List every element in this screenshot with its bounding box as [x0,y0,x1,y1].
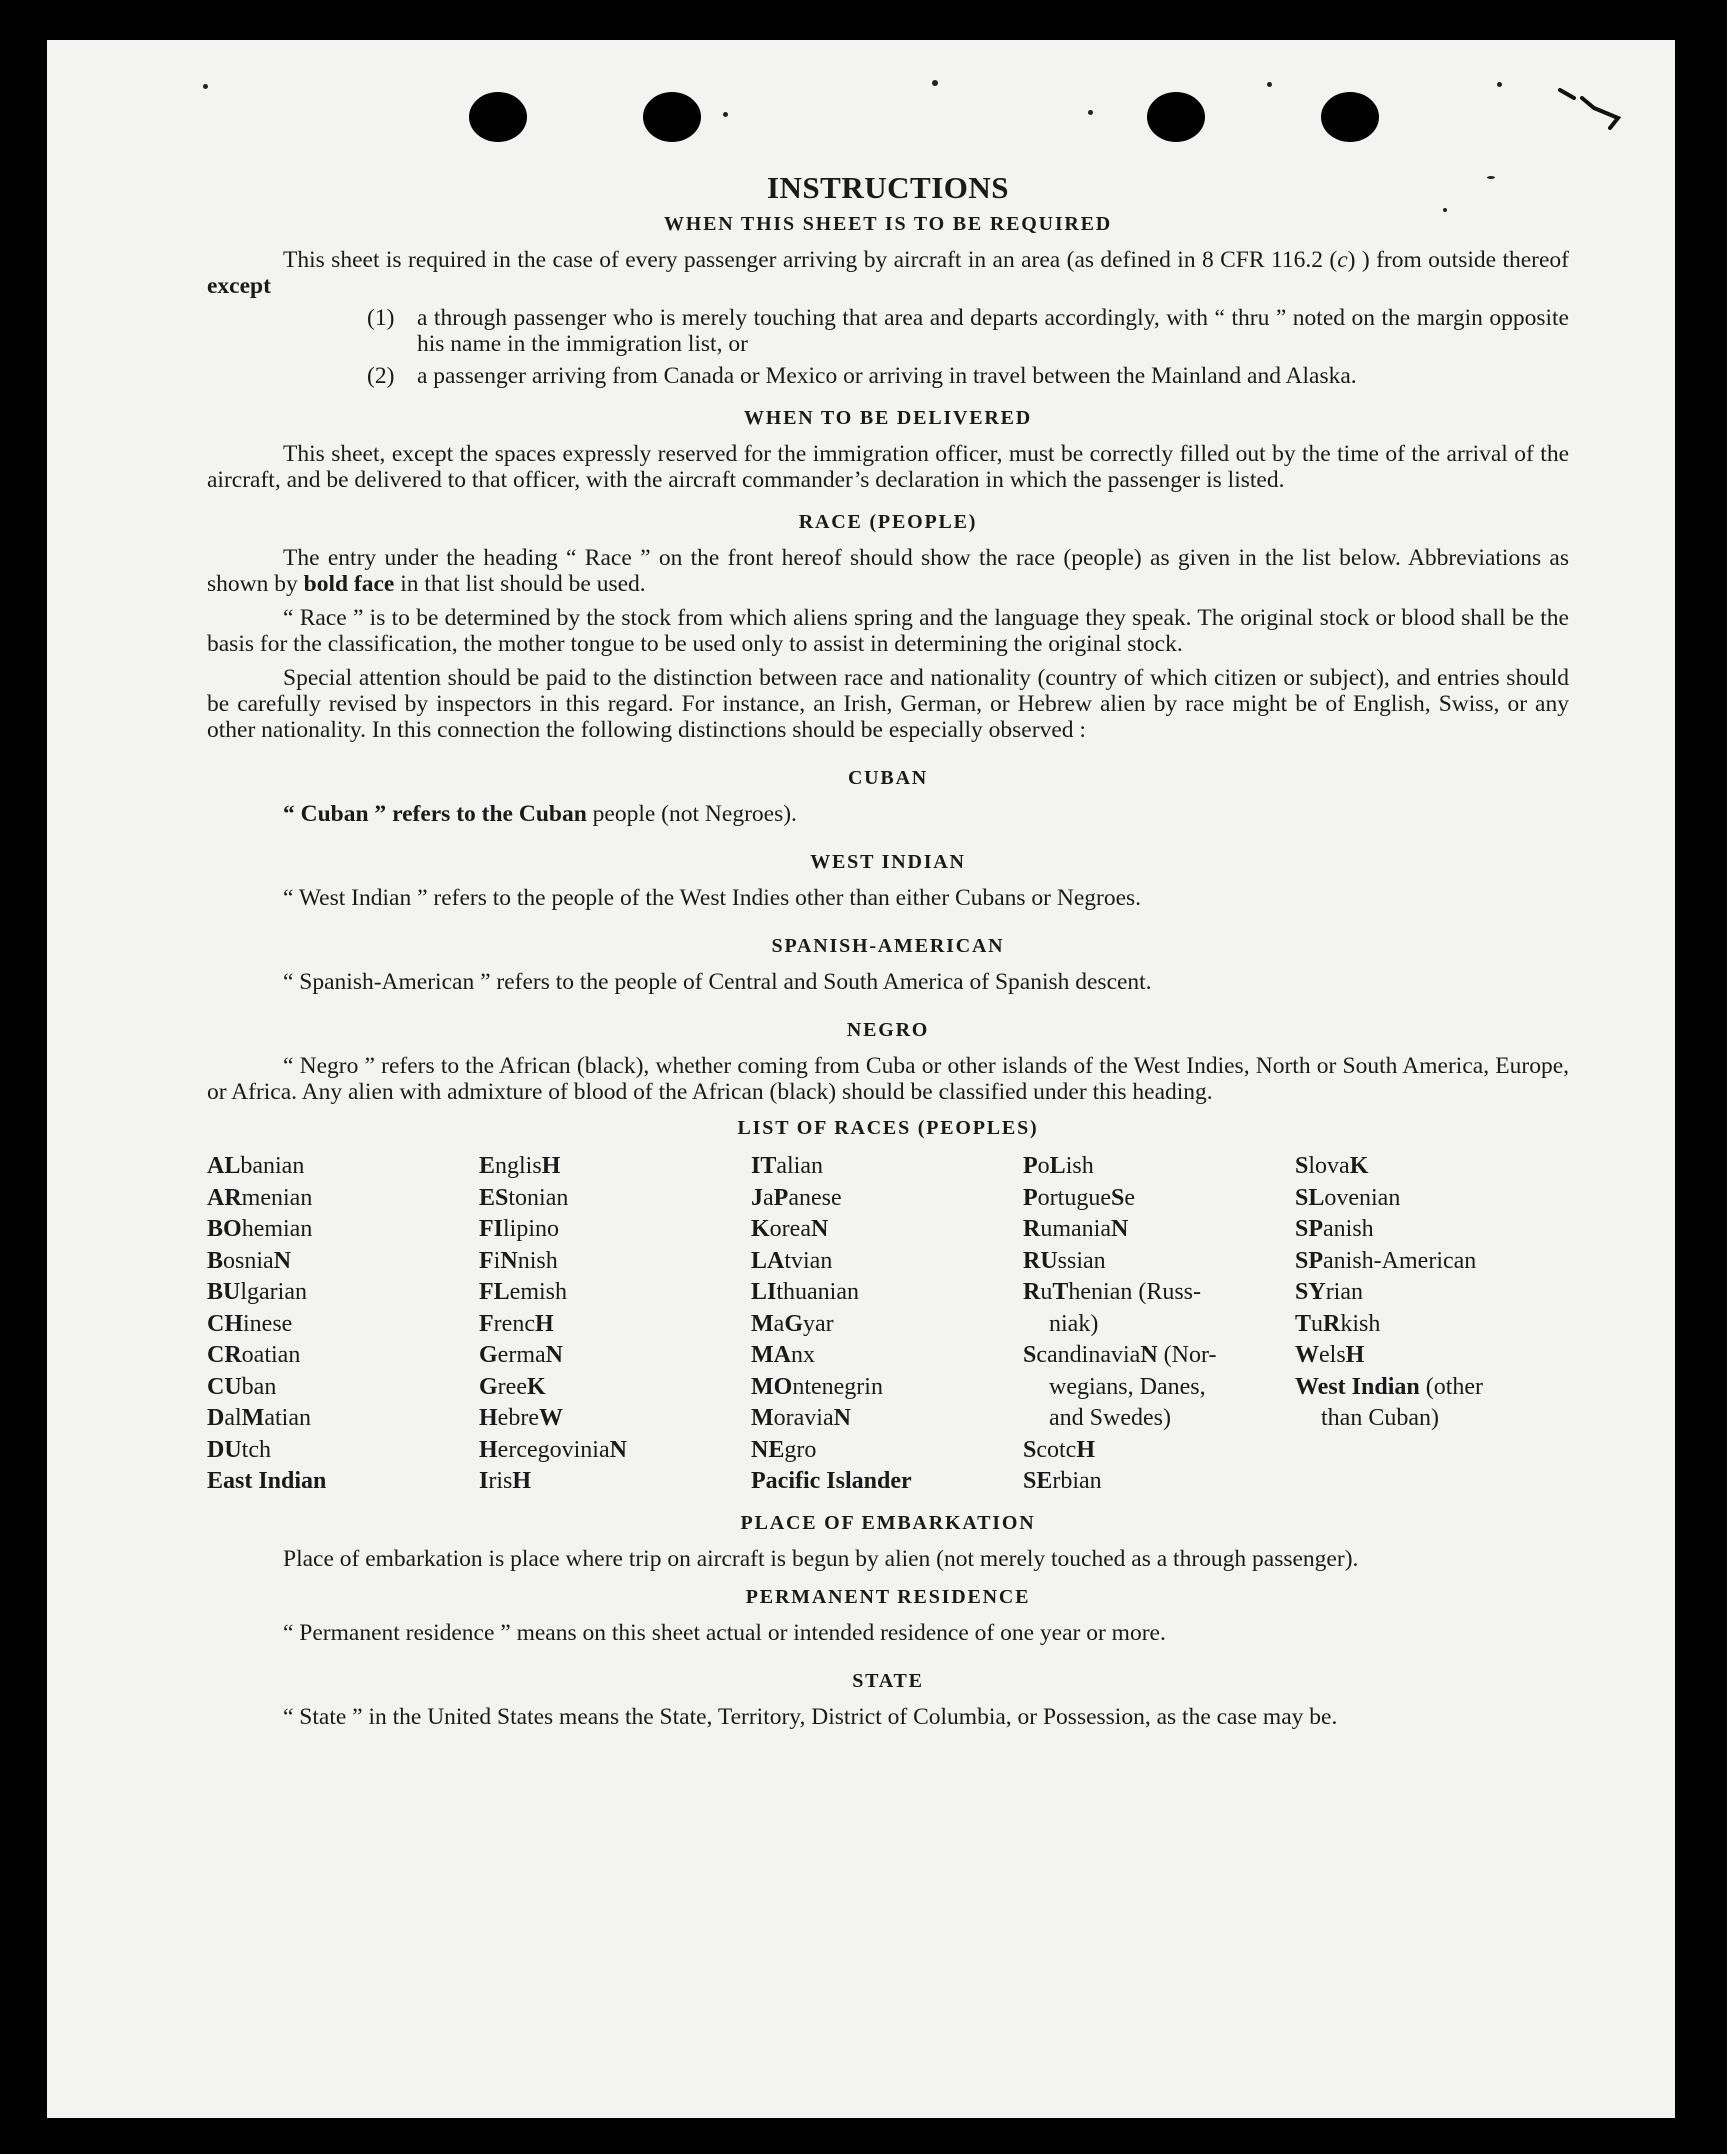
exception-item [367,363,1569,389]
required-intro-except: except [207,273,271,299]
race-entry: PortugueSe [1023,1184,1135,1211]
exception-number: (1) [367,305,395,331]
exception-number: (2) [367,363,395,389]
speck [203,84,208,89]
heading-west-indian: WEST INDIAN [810,851,966,873]
race-entry: MaGyar [751,1310,834,1337]
race-paragraph-3: Special attention should be paid to the distinction between race and nationality (country of which citizen or subject), and entries should be carefully revised by inspectors in this regard. For instance, an Irish, German, or Hebrew alien by race might be of English, Swiss, or any other nationality. In this connection the following distinctions should be especially observed : [207,665,1569,743]
race-entry: SYrian [1295,1279,1363,1305]
embarkation-text: Place of embarkation is place where trip on aircraft is begun by alien (not merely touched as a through passenger). [283,1545,1359,1572]
race-entry: FIlipino [479,1216,560,1242]
race-entry: KoreaN [751,1216,829,1242]
race-entry: East Indian [207,1468,327,1494]
race-entry: SPanish-American [1295,1247,1477,1274]
race-entry: ScandinaviaN (Nor- [1023,1342,1217,1368]
race-entry: LIthuanian [751,1279,859,1305]
state-text: “ State ” in the United States means the State, Territory, District of Columbia, or Possession, as the case may be. [283,1703,1338,1730]
race-entry: DUtch [207,1436,271,1463]
race-column [207,1151,479,1498]
race-entry: niak) [1049,1310,1099,1337]
heading-spanish-american: SPANISH-AMERICAN [771,935,1005,957]
race-entry: ALbanian [207,1153,305,1179]
race-text: The entry under the heading “ Race ” on the front hereof should show the race (people) as given in the list below. Abbreviations as shown by [207,545,1569,597]
pen-mark [1552,78,1632,138]
race-column [751,1151,1023,1498]
instructions-body [207,170,1569,1730]
west-indian-text: “ West Indian ” refers to the people of the West Indies other than either Cubans or Negroes. [283,885,1142,911]
race-entry: ScotcH [1023,1436,1096,1463]
exception-item [367,305,1569,357]
race-entry: and Swedes) [1049,1405,1171,1431]
race-entry: BUlgarian [207,1279,307,1305]
race-entry: SPanish [1295,1216,1374,1242]
race-entry: RuThenian (Russ- [1023,1279,1202,1305]
race-entry: MoraviaN [751,1405,851,1431]
race-entry: FLemish [479,1279,567,1305]
race-entry: LAtvian [751,1247,833,1274]
race-entry: SLovenian [1295,1184,1401,1211]
heading-delivered: WHEN TO BE DELIVERED [743,407,1033,429]
heading-negro: NEGRO [846,1019,930,1041]
race-column [1295,1151,1569,1498]
race-entry: MAnx [751,1342,815,1368]
heading-residence: PERMANENT RESIDENCE [745,1585,1031,1608]
race-entry: JaPanese [751,1184,842,1211]
race-entry: EStonian [479,1184,569,1211]
heading-cuban: CUBAN [847,767,929,789]
punch-hole [1147,92,1205,142]
page-title: INSTRUCTIONS [766,170,1009,205]
race-entry: GermaN [479,1342,563,1368]
race-entry: NEgro [751,1436,817,1463]
punch-hole [469,92,527,142]
heading-race: RACE (PEOPLE) [798,511,978,533]
race-paragraph-2: “ Race ” is to be determined by the stock from which aliens spring and the language they speak. The original stock or blood shall be the basis for the classification, the mother tongue to be used only to assist in determining the original stock. [207,605,1569,657]
race-entry: DalMatian [207,1405,311,1431]
race-entry: SErbian [1023,1468,1102,1494]
race-entry: CHinese [207,1310,293,1337]
race-entry: HebreW [479,1405,563,1431]
spanish-american-text: “ Spanish-American ” refers to the people of Central and South America of Spanish descent. [283,969,1152,995]
speck [723,112,728,117]
race-entry: CRoatian [207,1342,301,1368]
race-column [479,1151,751,1498]
race-entry: CUban [207,1373,277,1400]
race-text-2: in that list should be used. [394,571,646,597]
race-entry: TuRkish [1295,1310,1381,1337]
race-entry: GreeK [479,1373,546,1400]
required-intro-text-2: ) ) from outside thereof [1347,247,1569,273]
races-list [207,1151,1569,1498]
cuban-rest-text: people (not Negroes). [586,801,797,827]
race-entry: PoLish [1023,1153,1094,1179]
race-entry: wegians, Danes, [1049,1373,1206,1400]
race-entry: West Indian (other [1295,1373,1484,1400]
required-intro [207,247,1569,299]
race-entry: BOhemian [207,1216,313,1242]
speck [1088,110,1093,115]
race-entry: ITalian [751,1153,823,1179]
speck [1497,82,1502,87]
cuban-quote: “ Cuban ” [283,801,387,827]
heading-state: STATE [852,1669,924,1692]
document-page [47,40,1675,2118]
race-entry: WelsH [1295,1342,1365,1368]
race-paragraph-1 [207,545,1569,597]
race-entry: HercegoviniaN [479,1436,627,1463]
punch-hole [1321,92,1379,142]
race-entry: RumaniaN [1023,1216,1129,1242]
race-entry: BosniaN [207,1247,292,1274]
race-entry: FiNnish [479,1247,558,1274]
race-entry: EnglisH [479,1153,561,1179]
exception-text: a through passenger who is merely touching that area and departs accordingly, with “ thru ” noted on the margin opposite his name in the immigration list, or [417,305,1569,357]
speck [932,80,938,86]
race-entry: than Cuban) [1321,1405,1439,1431]
punch-hole [643,92,701,142]
negro-text: “ Negro ” refers to the African (black), whether coming from Cuba or other islands of the West Indies, North or South America, Europe, or Africa. Any alien with admixture of blood of the African (black) should be classified under this heading. [207,1053,1569,1105]
heading-list-of-races: LIST OF RACES (PEOPLES) [737,1117,1039,1139]
delivered-text: This sheet, except the spaces expressly reserved for the immigration officer, must be correctly filled out by the time of the arrival of the aircraft, and be delivered to that officer, with the aircraft commander’s declaration in which the passenger is listed. [207,441,1569,493]
race-column [1023,1151,1295,1498]
required-intro-text: This sheet is required in the case of every passenger arriving by aircraft in an area (as defined in 8 CFR 116.2 ( [283,247,1338,273]
race-entry: IrisH [479,1468,532,1494]
race-bold-text: bold face [303,571,395,597]
race-entry: RUssian [1023,1247,1106,1274]
cuban-bold-text: refers to the Cuban [386,801,587,827]
required-intro-ref: c [1337,247,1348,273]
heading-embarkation: PLACE OF EMBARKATION [740,1511,1036,1534]
residence-text: “ Permanent residence ” means on this sheet actual or intended residence of one year or more. [283,1619,1166,1646]
heading-required: WHEN THIS SHEET IS TO BE REQUIRED [663,213,1113,235]
race-entry: MOntenegrin [751,1373,883,1400]
cuban-text [207,801,1569,827]
race-entry: FrencH [479,1310,554,1337]
exception-text: a passenger arriving from Canada or Mexico or arriving in travel between the Mainland and Alaska. [417,363,1357,389]
speck [1267,82,1272,87]
race-entry: Pacific Islander [751,1468,912,1494]
race-entry: SlovaK [1295,1153,1369,1179]
race-entry: ARmenian [207,1184,313,1211]
